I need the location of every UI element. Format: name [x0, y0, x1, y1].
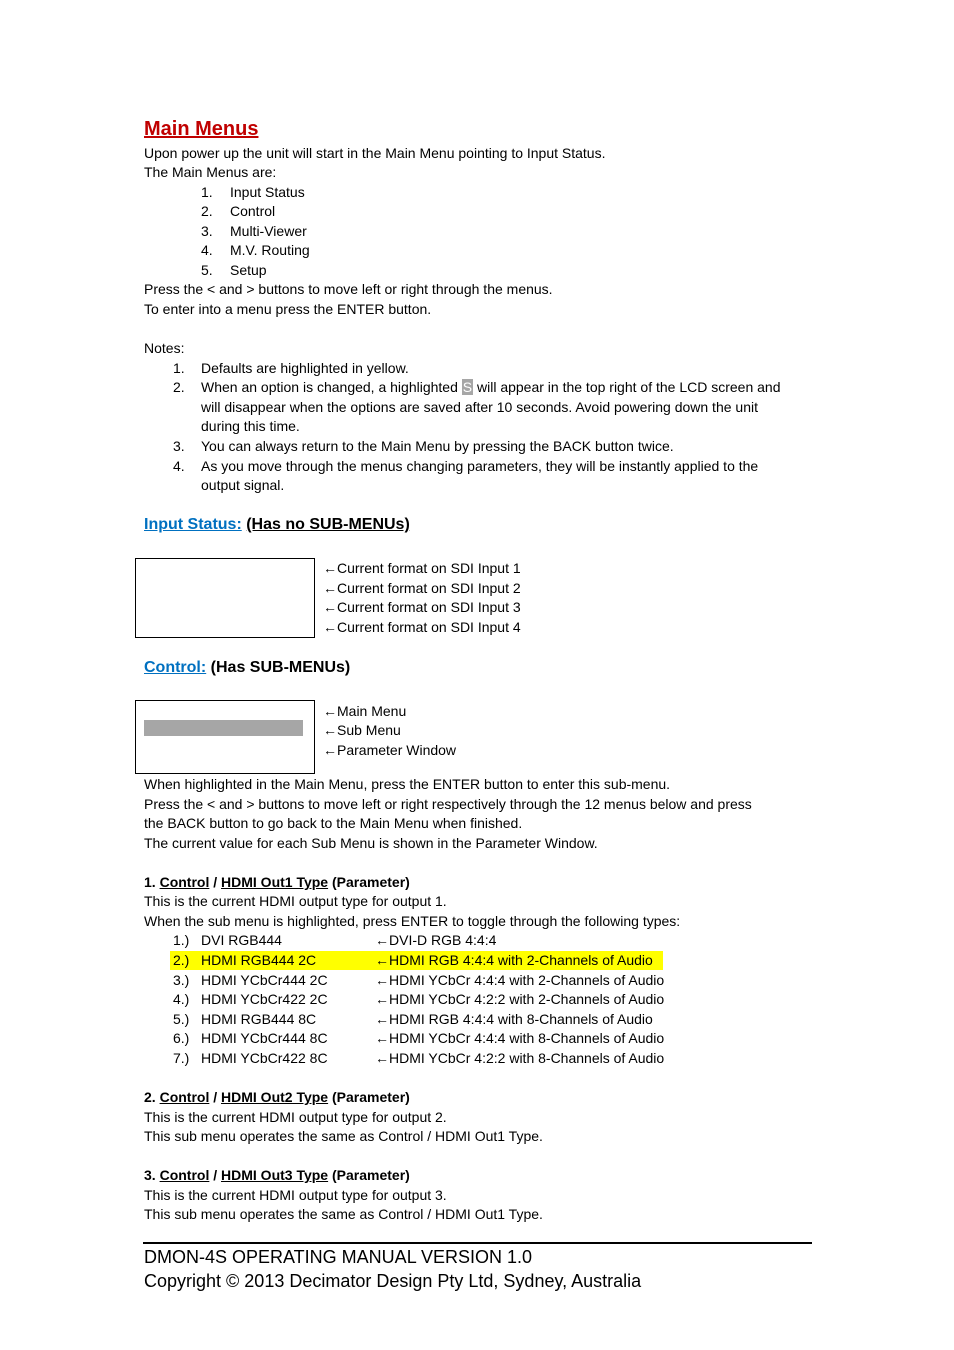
sub2-line-1: This is the current HDMI output type for output 2. — [144, 1109, 447, 1125]
type-name: HDMI YCbCr444 8C — [201, 1030, 328, 1046]
type-desc: ←HDMI YCbCr 4:2:2 with 8-Channels of Audio — [375, 1050, 665, 1066]
main-list-num-5: 5. — [201, 262, 213, 278]
sub3-line-2: This sub menu operates the same as Control / HDMI Out1 Type. — [144, 1206, 543, 1222]
sub1-num: 1. — [144, 874, 156, 890]
control-desc-1: When highlighted in the Main Menu, press the ENTER button to enter this sub-menu. — [144, 776, 671, 792]
control-desc-2: Press the < and > buttons to move left or right respectively through the 12 menus below and press — [144, 796, 752, 812]
note-2-after: will appear in the top right of the LCD screen and — [473, 379, 781, 395]
sub3-line-1: This is the current HDMI output type for output 3. — [144, 1187, 447, 1203]
sub3-control-link[interactable]: Control — [159, 1167, 210, 1183]
note-2-line-3: during this time. — [201, 418, 300, 434]
notes-label: Notes: — [144, 340, 185, 356]
type-name: HDMI YCbCr422 8C — [201, 1050, 328, 1066]
main-list-num-3: 3. — [201, 223, 213, 239]
sub-menu-highlight-bar — [144, 720, 303, 736]
control-desc-3: the BACK button to go back to the Main Menu when finished. — [144, 815, 523, 831]
sub1-heading — [144, 873, 410, 891]
saved-indicator-s: S — [462, 379, 473, 395]
type-num: 6.) — [173, 1030, 190, 1046]
type-num: 5.) — [173, 1011, 190, 1027]
type-name: DVI RGB444 — [201, 932, 282, 948]
type-name: HDMI RGB444 8C — [201, 1011, 317, 1027]
sub1-param: (Parameter) — [331, 874, 410, 890]
control-desc-4: The current value for each Sub Menu is shown in the Parameter Window. — [144, 835, 598, 851]
footer-manual-version: DMON-4S OPERATING MANUAL VERSION 1.0 — [144, 1247, 533, 1267]
main-list-num-1: 1. — [201, 184, 213, 200]
type-name: HDMI YCbCr444 2C — [201, 972, 328, 988]
input-status-link[interactable]: Input Status: — [144, 516, 242, 533]
main-list-num-4: 4. — [201, 242, 213, 258]
main-list-num-2: 2. — [201, 203, 213, 219]
sub2-param: (Parameter) — [331, 1089, 410, 1105]
note-2-line-1 — [201, 378, 781, 396]
after-line-1: Press the < and > buttons to move left or right through the menus. — [144, 281, 553, 297]
note-num-4: 4. — [173, 458, 185, 474]
sub3-num: 3. — [144, 1167, 156, 1183]
main-list-item-5: Setup — [230, 262, 267, 278]
note-4-line-1: As you move through the menus changing parameters, they will be instantly applied to the — [201, 458, 759, 474]
input-status-heading — [144, 515, 410, 535]
control-heading — [144, 658, 350, 678]
note-num-1: 1. — [173, 360, 185, 376]
sub2-control-link[interactable]: Control — [159, 1089, 210, 1105]
footer-copyright: Copyright © 2013 Decimator Design Pty Ltd, Sydney, Australia — [144, 1271, 642, 1291]
main-list-item-3: Multi-Viewer — [230, 223, 307, 239]
note-3-line-1: You can always return to the Main Menu by pressing the BACK button twice. — [201, 438, 674, 454]
footer-divider — [143, 1242, 812, 1244]
note-2-line-2: will disappear when the options are saved after 10 seconds. Avoid powering down the unit — [201, 399, 758, 415]
main-list-item-4: M.V. Routing — [230, 242, 310, 258]
type-num: 3.) — [173, 972, 190, 988]
control-arrow-sub-menu: ←Sub Menu — [323, 722, 401, 738]
type-num: 7.) — [173, 1050, 190, 1066]
sub2-num: 2. — [144, 1089, 156, 1105]
after-line-2: To enter into a menu press the ENTER button. — [144, 301, 432, 317]
type-name-default: HDMI RGB444 2C — [201, 952, 317, 968]
type-num: 4.) — [173, 991, 190, 1007]
intro-line-2: The Main Menus are: — [144, 164, 277, 180]
type-name: HDMI YCbCr422 2C — [201, 991, 328, 1007]
note-num-2: 2. — [173, 379, 185, 395]
type-num: 1.) — [173, 932, 190, 948]
sub2-heading — [144, 1088, 410, 1106]
control-link[interactable]: Control: — [144, 659, 207, 676]
type-desc: ←DVI-D RGB 4:4:4 — [375, 932, 497, 948]
type-desc-default: ←HDMI RGB 4:4:4 with 2-Channels of Audio — [375, 952, 653, 968]
main-menus-heading: Main Menus — [144, 118, 259, 140]
sub3-sep: / — [213, 1167, 218, 1183]
type-desc: ←HDMI RGB 4:4:4 with 8-Channels of Audio — [375, 1011, 653, 1027]
type-num-default: 2.) — [173, 952, 190, 968]
sub2-line-2: This sub menu operates the same as Control / HDMI Out1 Type. — [144, 1128, 543, 1144]
control-heading-rest: (Has SUB-MENUs) — [210, 659, 351, 676]
sub1-line-1: This is the current HDMI output type for output 1. — [144, 893, 447, 909]
main-list-item-2: Control — [230, 203, 276, 219]
sub3-type-link[interactable]: HDMI Out3 Type — [221, 1167, 329, 1183]
sub1-sep: / — [213, 874, 218, 890]
note-num-3: 3. — [173, 438, 185, 454]
input-status-arrow-2: ←Current format on SDI Input 2 — [323, 580, 521, 596]
control-arrow-parameter-window: ←Parameter Window — [323, 742, 457, 758]
sub1-control-link[interactable]: Control — [159, 874, 210, 890]
main-list-item-1: Input Status — [230, 184, 305, 200]
intro-line-1: Upon power up the unit will start in the Main Menu pointing to Input Status. — [144, 145, 606, 161]
type-desc: ←HDMI YCbCr 4:2:2 with 2-Channels of Audio — [375, 991, 665, 1007]
sub2-type-link[interactable]: HDMI Out2 Type — [221, 1089, 329, 1105]
sub1-type-link[interactable]: HDMI Out1 Type — [221, 874, 329, 890]
sub3-param: (Parameter) — [331, 1167, 410, 1183]
lcd-screen-input-status — [135, 558, 315, 638]
lcd-screen-control — [135, 700, 315, 774]
input-status-arrow-4: ←Current format on SDI Input 4 — [323, 619, 521, 635]
sub2-sep: / — [213, 1089, 218, 1105]
type-desc: ←HDMI YCbCr 4:4:4 with 2-Channels of Audio — [375, 972, 665, 988]
type-desc: ←HDMI YCbCr 4:4:4 with 8-Channels of Audio — [375, 1030, 665, 1046]
input-status-arrow-1: ←Current format on SDI Input 1 — [323, 560, 521, 576]
input-status-arrow-3: ←Current format on SDI Input 3 — [323, 599, 521, 615]
control-arrow-main-menu: ←Main Menu — [323, 703, 407, 719]
input-status-heading-rest: (Has no SUB-MENUs) — [246, 516, 410, 533]
note-2-before: When an option is changed, a highlighted — [201, 379, 462, 395]
sub3-heading — [144, 1166, 410, 1184]
note-1-line-1: Defaults are highlighted in yellow. — [201, 360, 409, 376]
sub1-line-2: When the sub menu is highlighted, press ENTER to toggle through the following types: — [144, 913, 681, 929]
note-4-line-2: output signal. — [201, 477, 285, 493]
